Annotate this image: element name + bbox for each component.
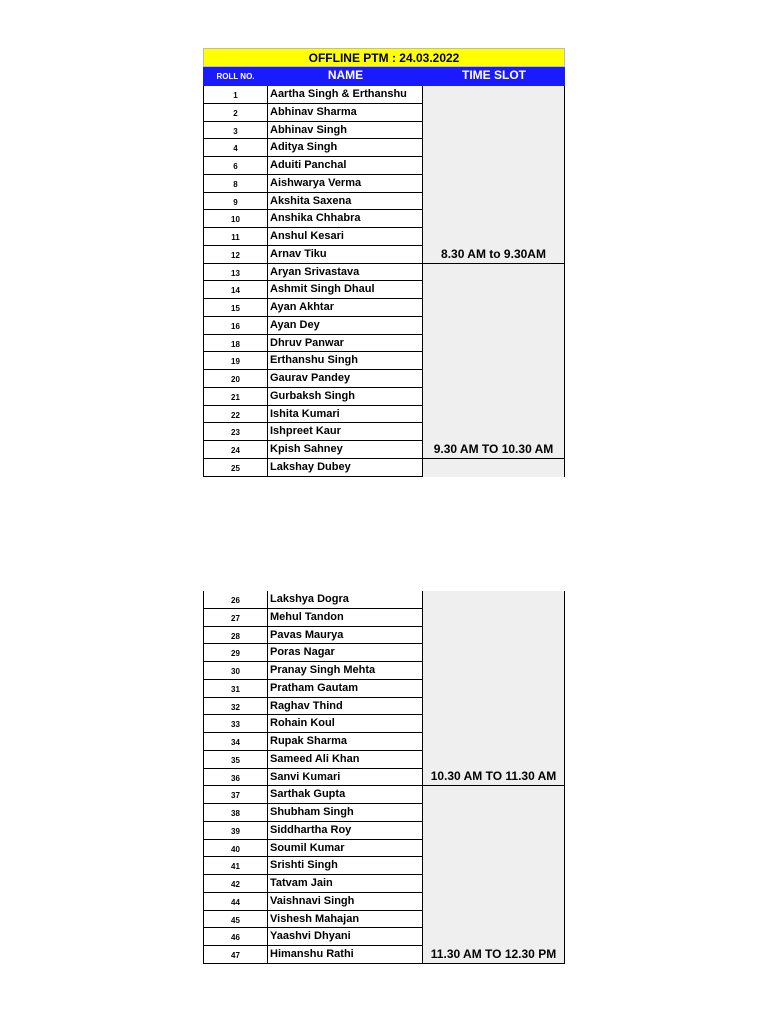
student-name-cell: Gurbaksh Singh [268,388,423,406]
roll-no-cell: 41 [203,857,268,875]
student-name-cell: Lakshay Dubey [268,459,423,477]
time-slot-label: 10.30 AM TO 11.30 AM [430,769,557,784]
roll-no-cell: 4 [203,139,268,157]
roll-no-cell: 22 [203,406,268,424]
student-name-cell: Ishpreet Kaur [268,423,423,441]
time-slot-cell [423,786,565,964]
roll-no-cell: 47 [203,946,268,964]
roll-no-cell: 24 [203,441,268,459]
student-name-cell: Sameed Ali Khan [268,751,423,769]
student-name-cell: Raghav Thind [268,698,423,716]
student-name-cell: Aryan Srivastava [268,264,423,282]
roll-no-cell: 34 [203,733,268,751]
student-name-cell: Aditya Singh [268,139,423,157]
student-name-cell: Shubham Singh [268,804,423,822]
roll-no-cell: 21 [203,388,268,406]
ptm-sheet-page-1 [203,48,565,477]
student-name-cell: Sarthak Gupta [268,786,423,804]
student-name-cell: Rohain Koul [268,715,423,733]
time-slot-label: 9.30 AM TO 10.30 AM [433,441,554,456]
student-name-cell: Pratham Gautam [268,680,423,698]
student-grid-2 [203,591,565,964]
roll-no-cell: 11 [203,228,268,246]
time-slot-header: TIME SLOT [462,68,526,82]
student-name-cell: Anshul Kesari [268,228,423,246]
student-grid-1 [203,86,565,477]
time-slot-cell [423,459,565,477]
roll-no-cell: 9 [203,193,268,211]
student-name-cell: Anshika Chhabra [268,210,423,228]
student-name-cell: Vishesh Mahajan [268,911,423,929]
student-name-cell: Aartha Singh & Erthanshu [268,86,423,104]
student-name-cell: Siddhartha Roy [268,822,423,840]
student-name-cell: Dhruv Panwar [268,335,423,353]
sheet-title: OFFLINE PTM : 24.03.2022 [203,48,565,67]
roll-no-cell: 16 [203,317,268,335]
student-name-cell: Rupak Sharma [268,733,423,751]
student-name-cell: Erthanshu Singh [268,352,423,370]
roll-no-cell: 28 [203,627,268,645]
time-slot-label: 11.30 AM TO 12.30 PM [430,946,557,961]
student-name-cell: Ayan Akhtar [268,299,423,317]
student-name-cell: Akshita Saxena [268,193,423,211]
roll-no-cell: 39 [203,822,268,840]
roll-no-cell: 25 [203,459,268,477]
roll-no-cell: 1 [203,86,268,104]
roll-no-cell: 19 [203,352,268,370]
student-name-cell: Ayan Dey [268,317,423,335]
roll-no-cell: 42 [203,875,268,893]
roll-no-cell: 27 [203,609,268,627]
roll-no-cell: 29 [203,644,268,662]
student-name-cell: Tatvam Jain [268,875,423,893]
roll-no-cell: 10 [203,210,268,228]
student-name-cell: Vaishnavi Singh [268,893,423,911]
student-name-cell: Gaurav Pandey [268,370,423,388]
roll-no-cell: 15 [203,299,268,317]
time-slot-cell [423,591,565,786]
roll-no-cell: 32 [203,698,268,716]
student-name-cell: Poras Nagar [268,644,423,662]
student-name-cell: Aishwarya Verma [268,175,423,193]
roll-no-header: ROLL NO. [216,72,255,81]
roll-no-cell: 18 [203,335,268,353]
student-name-cell: Ishita Kumari [268,406,423,424]
roll-no-cell: 3 [203,122,268,140]
roll-no-cell: 44 [203,893,268,911]
student-name-cell: Lakshya Dogra [268,591,423,609]
student-name-cell: Himanshu Rathi [268,946,423,964]
student-name-cell: Abhinav Sharma [268,104,423,122]
student-name-cell: Ashmit Singh Dhaul [268,281,423,299]
student-name-cell: Arnav Tiku [268,246,423,264]
roll-no-cell: 35 [203,751,268,769]
roll-no-cell: 37 [203,786,268,804]
roll-no-cell: 8 [203,175,268,193]
student-name-cell: Kpish Sahney [268,441,423,459]
ptm-sheet-page-2 [203,591,565,964]
roll-no-cell: 26 [203,591,268,609]
roll-no-cell: 13 [203,264,268,282]
name-header: NAME [327,68,364,82]
student-name-cell: Pavas Maurya [268,627,423,645]
student-name-cell: Aduiti Panchal [268,157,423,175]
student-name-cell: Srishti Singh [268,857,423,875]
student-name-cell: Soumil Kumar [268,840,423,858]
roll-no-cell: 40 [203,840,268,858]
roll-no-cell: 20 [203,370,268,388]
student-name-cell: Pranay Singh Mehta [268,662,423,680]
roll-no-cell: 33 [203,715,268,733]
time-slot-cell [423,86,565,264]
student-name-cell: Abhinav Singh [268,122,423,140]
student-name-cell: Mehul Tandon [268,609,423,627]
roll-no-cell: 30 [203,662,268,680]
header-row [203,67,565,86]
roll-no-cell: 12 [203,246,268,264]
time-slot-label: 8.30 AM to 9.30AM [441,246,546,261]
roll-no-cell: 36 [203,769,268,787]
student-name-cell: Sanvi Kumari [268,769,423,787]
roll-no-cell: 31 [203,680,268,698]
student-name-cell: Yaashvi Dhyani [268,928,423,946]
roll-no-cell: 45 [203,911,268,929]
roll-no-cell: 23 [203,423,268,441]
time-slot-cell [423,264,565,459]
roll-no-cell: 6 [203,157,268,175]
roll-no-cell: 2 [203,104,268,122]
roll-no-cell: 38 [203,804,268,822]
roll-no-cell: 14 [203,281,268,299]
roll-no-cell: 46 [203,928,268,946]
